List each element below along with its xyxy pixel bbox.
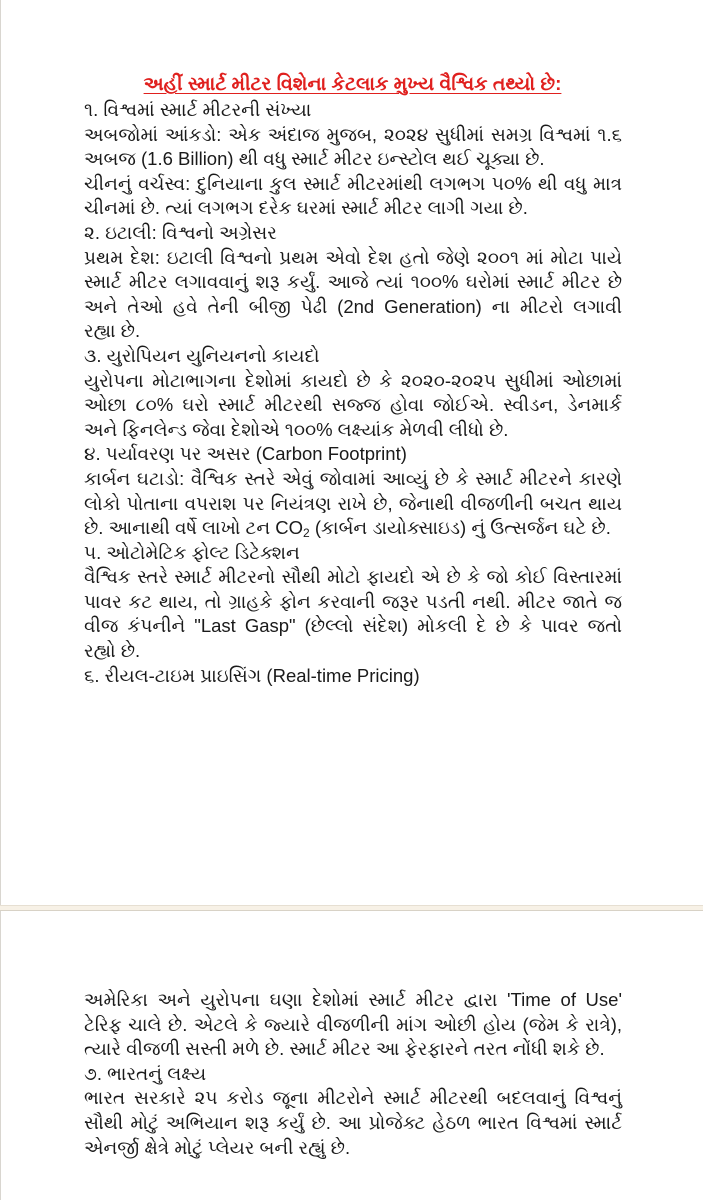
text-line: રહ્યો છે. xyxy=(84,640,141,662)
text-line: સ્માર્ટ મીટર લગાવવાનું શરૂ કર્યું. આજે ત્યાં ૧૦૦% ઘરોમાં સ્માર્ટ મીટર છે xyxy=(84,271,622,293)
text-line: સૌથી મોટું અભિયાન શરૂ કર્યું છે. આ પ્રોજેક્ટ હેઠળ ભારત વિશ્વમાં સ્માર્ટ xyxy=(84,1111,622,1133)
text-line: ૧. વિશ્વમાં સ્માર્ટ મીટરની સંખ્યા xyxy=(84,99,312,120)
page-1-lines-part-a xyxy=(84,98,622,516)
text-line: યુરોપના મોટાભાગના દેશોમાં કાયદો છે કે ૨૦૨૦-૨૦૨૫ સુધીમાં ઓછામાં xyxy=(84,369,622,391)
text-line: ચીનમાં છે. ત્યાં લગભગ દરેક ઘરમાં સ્માર્ટ મીટર લાગી ગયા છે. xyxy=(84,197,528,219)
text-line: રહ્યા છે. xyxy=(84,320,141,342)
text-line: ૨. ઇટાલી: વિશ્વનો અગ્રેસર xyxy=(84,221,277,243)
text-line: પ્રથમ દેશ: ઇટાલી વિશ્વનો પ્રથમ એવો દેશ હતો જેણે ૨૦૦૧ માં મોટા પાયે xyxy=(84,246,622,268)
co2-subscript: 2 xyxy=(303,526,310,541)
text-line: અબજોમાં આંકડો: એક અંદાજ મુજબ, ૨૦૨૪ સુધીમાં સમગ્ર વિશ્વમાં ૧.૬ xyxy=(84,123,622,145)
document-title: અહીં સ્માર્ટ મીટર વિશેના કેટલાક મુખ્ય વૈશ્વિક તથ્યો છે: xyxy=(143,74,562,95)
text-line: ૬. રીયલ-ટાઇમ પ્રાઇસિંગ (Real-time Pricing) xyxy=(84,664,420,686)
text-line: અને ફિનલેન્ડ જેવા દેશોએ ૧૦૦% લક્ષ્યાંક મેળવી લીધો છે. xyxy=(84,418,509,440)
text-line: અને તેઓ હવે તેની બીજી પેઢી (2nd Generation) ના મીટરો લગાવી xyxy=(84,295,622,317)
text-line: ૭. ભારતનું લક્ષ્ય xyxy=(84,1062,207,1084)
text-line: અબજ (1.6 Billion) થી વધુ સ્માર્ટ મીટર ઇન્સ્ટોલ થઈ ચૂક્યા છે. xyxy=(84,148,545,170)
text-line: કાર્બન ઘટાડો: વૈશ્વિક સ્તરે એવું જોવામાં આવ્યું છે કે સ્માર્ટ મીટરને કારણે xyxy=(84,467,622,489)
text-line: લોકો પોતાના વપરાશ પર નિયંત્રણ રાખે છે, જેનાથી વીજળીની બચત થાય xyxy=(84,492,622,514)
text-line: વીજ કંપનીને "Last Gasp" (છેલ્લો સંદેશ) મોકલી દે છે કે પાવર જતો xyxy=(84,615,622,637)
page-1-lines-part-b xyxy=(84,541,622,689)
text-line: ટેરિફ ચાલે છે. એટલે કે જ્યારે વીજળીની માંગ ઓછી હોય (જેમ કે રાત્રે), xyxy=(84,1013,622,1035)
co2-line xyxy=(84,516,622,541)
text-line: ૪. પર્યાવરણ પર અસર (Carbon Footprint) xyxy=(84,443,407,465)
document-page-2 xyxy=(0,911,703,1200)
text-line: અમેરિકા અને યુરોપના ઘણા દેશોમાં સ્માર્ટ મીટર દ્વારા 'Time of Use' xyxy=(84,989,622,1010)
text-line: એનર્જી ક્ષેત્રે મોટું પ્લેયર બની રહ્યું છે. xyxy=(84,1136,351,1158)
text-line: વૈશ્વિક સ્તરે સ્માર્ટ મીટરનો સૌથી મોટો ફાયદો એ છે કે જો કોઈ વિસ્તારમાં xyxy=(84,566,622,588)
text-line: પાવર કટ થાય, તો ગ્રાહકે ફોન કરવાની જરૂર પડતી નથી. મીટર જાતે જ xyxy=(84,590,622,612)
page-2-lines xyxy=(84,988,622,1160)
page-2-body xyxy=(84,988,622,1160)
text-line: ૩. યુરોપિયન યુનિયનનો કાયદો xyxy=(84,344,320,366)
text-line: ભારત સરકારે ૨૫ કરોડ જૂના મીટરોને સ્માર્ટ મીટરથી બદલવાનું વિશ્વનું xyxy=(84,1087,622,1109)
text-line: ચીનનું વર્ચસ્વ: દુનિયાના કુલ સ્માર્ટ મીટરમાંથી લગભગ ૫૦% થી વધુ માત્ર xyxy=(84,172,622,194)
co2-line-before: છે. આનાથી વર્ષે લાખો ટન CO xyxy=(84,517,303,539)
text-line: ઓછા ૮૦% ઘરો સ્માર્ટ મીટરથી સજ્જ હોવા જોઈએ. સ્વીડન, ડેનમાર્ક xyxy=(84,394,622,416)
text-line: ત્યારે વીજળી સસ્તી મળે છે. સ્માર્ટ મીટર આ ફેરફારને તરત નોંધી શકે છે. xyxy=(84,1038,605,1060)
text-line: ૫. ઓટોમેટિક ફોલ્ટ ડિટેક્શન xyxy=(84,541,300,563)
co2-line-after: (કાર્બન ડાયોક્સાઇડ) નું ઉત્સર્જન ઘટે છે. xyxy=(309,517,611,539)
page-1-body xyxy=(84,98,622,688)
